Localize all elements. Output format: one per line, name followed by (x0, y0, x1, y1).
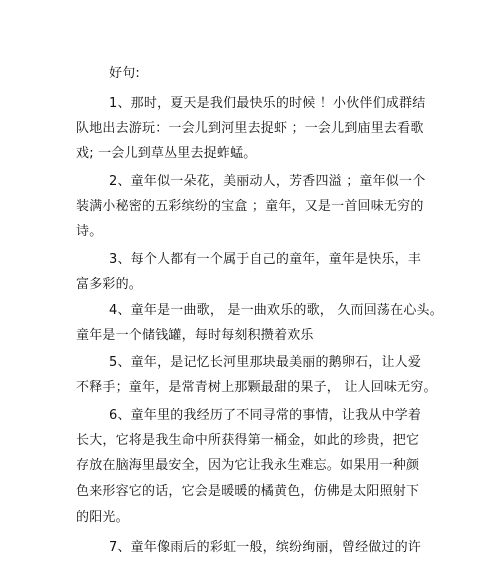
paragraph-6-line-1: 6、童年里的我经历了不同寻常的事情，让我从中学着 (109, 408, 422, 423)
paragraph-2-line-3: 诗。 (76, 224, 103, 239)
paragraph-6-line-3: 存放在脑海里最安全，因为它让我永生难忘。如果用一种颜 (76, 458, 420, 473)
paragraph-7-line-1: 7、童年像雨后的彩虹一般，缤纷绚丽，曾经做过的许 (109, 540, 422, 555)
paragraph-6-line-4: 色来形容它的话，它会是暖暖的橘黄色，仿佛是太阳照射下 (76, 484, 420, 499)
paragraph-6-line-2: 长大，它将是我生命中所获得第一桶金，如此的珍贵，把它 (76, 433, 420, 448)
paragraph-1-line-3: 戏; 一会儿到草丛里去捉蚱蜢。 (76, 146, 257, 161)
paragraph-4-line-2: 童年是一个储钱罐，每时每刻积攒着欢乐 (76, 328, 314, 343)
paragraph-1-line-2: 队地出去游玩：一会儿到河里去捉虾 ；一会儿到庙里去看歌 (76, 121, 424, 136)
paragraph-6-line-5: 的阳光。 (76, 510, 129, 525)
paragraph-1-line-1: 1、那时，夏天是我们最快乐的时候 ！小伙伴们成群结 (109, 96, 426, 111)
section-heading: 好句: (109, 66, 140, 81)
paragraph-5-line-1: 5、童年，是记忆长河里那块最美丽的鹅卵石，让人爱 (109, 355, 422, 370)
paragraph-2-line-2: 装满小秘密的五彩缤纷的宝盒 ；童年，又是一首回味无穷的 (76, 199, 424, 214)
paragraph-5-line-2: 不释手；童年，是常青树上那颗最甜的果子， 让人回味无穷。 (76, 380, 437, 395)
paragraph-2-line-1: 2、童年似一朵花，美丽动人，芳香四溢 ；童年似一个 (109, 174, 426, 189)
paragraph-3-line-1: 3、每个人都有一个属于自己的童年，童年是快乐，丰 (109, 252, 422, 267)
paragraph-3-line-2: 富多彩的。 (76, 277, 143, 292)
paragraph-4-line-1: 4、童年是一曲歌， 是一曲欢乐的歌， 久而回荡在心头。 (109, 303, 443, 318)
